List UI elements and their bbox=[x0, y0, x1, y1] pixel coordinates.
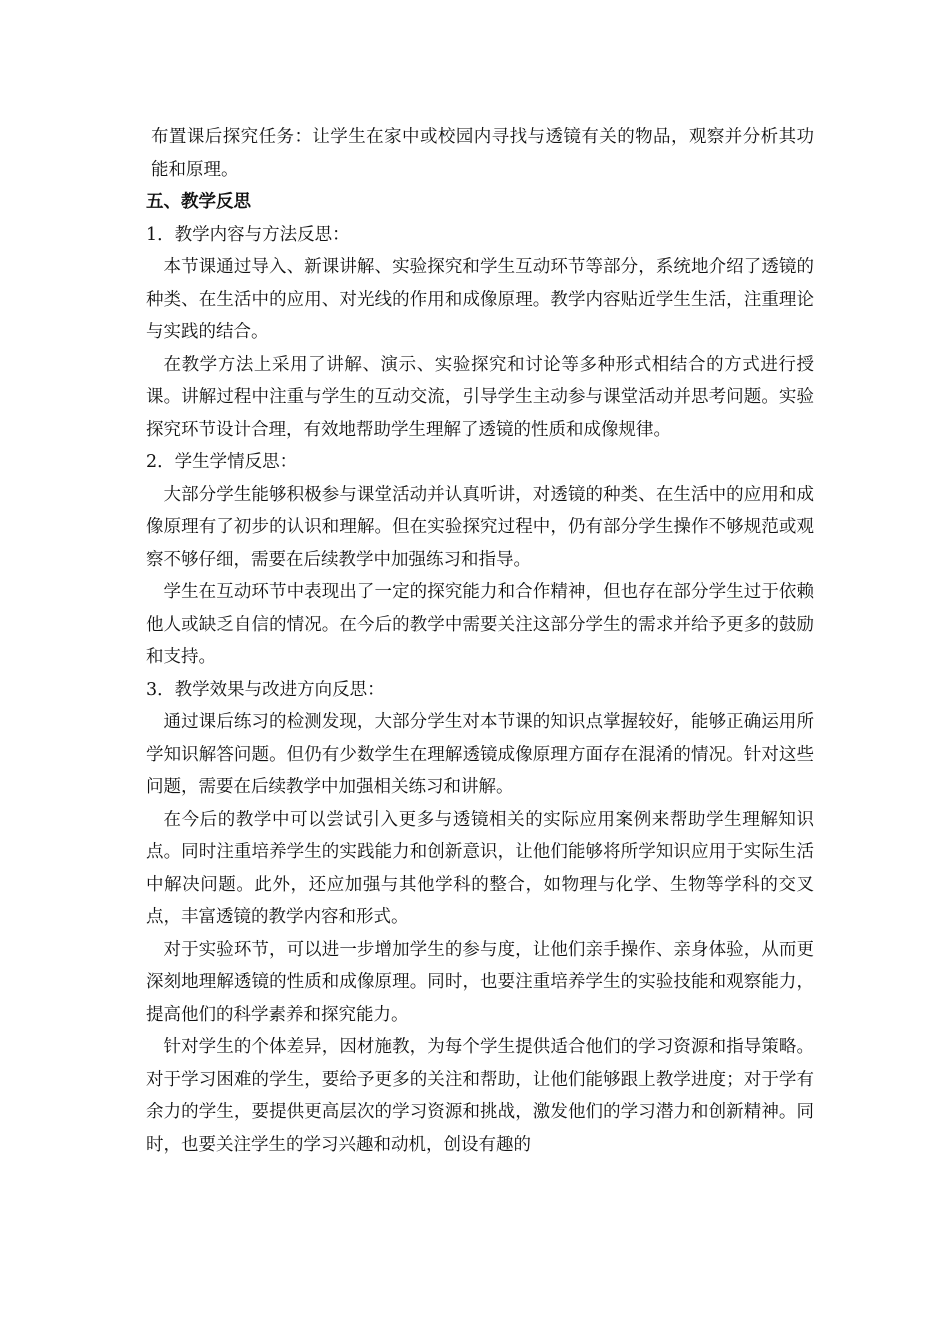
subsection-title-2: 2．学生学情反思： bbox=[146, 452, 298, 472]
paragraph: 通过课后练习的检测发现，大部分学生对本节课的知识点掌握较好，能够正确运用所学知识解答问题。但仍有少数学生在理解透镜成像原理方面存在混淆的情况。针对这些问题，需要在后续教学中加强相关练习和讲解。 bbox=[146, 712, 814, 797]
paragraph: 学生在互动环节中表现出了一定的探究能力和合作精神，但也存在部分学生过于依赖他人或缺乏自信的情况。在今后的教学中需要关注这部分学生的需求并给予更多的鼓励和支持。 bbox=[146, 582, 814, 667]
document-body bbox=[146, 121, 814, 1161]
intro-paragraph: 布置课后探究任务：让学生在家中或校园内寻找与透镜有关的物品，观察并分析其功能和原理。 bbox=[151, 127, 814, 180]
section-heading: 五、教学反思 bbox=[146, 192, 251, 212]
paragraph: 对于实验环节，可以进一步增加学生的参与度，让他们亲手操作、亲身体验，从而更深刻地理解透镜的性质和成像原理。同时，也要注重培养学生的实验技能和观察能力，提高他们的科学素养和探究能力。 bbox=[146, 939, 814, 1025]
paragraph: 在今后的教学中可以尝试引入更多与透镜相关的实际应用案例来帮助学生理解知识点。同时注重培养学生的实践能力和创新意识，让他们能够将所学知识应用于实际生活中解决问题。此外，还应加强与其他学科的整合，如物理与化学、生物等学科的交叉点，丰富透镜的教学内容和形式。 bbox=[146, 809, 814, 927]
paragraph: 针对学生的个体差异，因材施教，为每个学生提供适合他们的学习资源和指导策略。对于学习困难的学生，要给予更多的关注和帮助，让他们能够跟上教学进度；对于学有余力的学生，要提供更高层次的学习资源和挑战，激发他们的学习潜力和创新精神。同时，也要关注学生的学习兴趣和动机，创设有趣的 bbox=[146, 1037, 814, 1155]
paragraph: 在教学方法上采用了讲解、演示、实验探究和讨论等多种形式相结合的方式进行授课。讲解过程中注重与学生的互动交流，引导学生主动参与课堂活动并思考问题。实验探究环节设计合理，有效地帮助学生理解了透镜的性质和成像规律。 bbox=[146, 354, 814, 440]
subsection-title-1: 1．教学内容与方法反思： bbox=[146, 224, 350, 245]
paragraph: 大部分学生能够积极参与课堂活动并认真听讲，对透镜的种类、在生活中的应用和成像原理有了初步的认识和理解。但在实验探究过程中，仍有部分学生操作不够规范或观察不够仔细，需要在后续教学中加强练习和指导。 bbox=[146, 484, 814, 570]
subsection-title-3: 3．教学效果与改进方向反思： bbox=[146, 679, 385, 700]
paragraph: 本节课通过导入、新课讲解、实验探究和学生互动环节等部分，系统地介绍了透镜的种类、在生活中的应用、对光线的作用和成像原理。教学内容贴近学生生活，注重理论与实践的结合。 bbox=[146, 257, 814, 342]
